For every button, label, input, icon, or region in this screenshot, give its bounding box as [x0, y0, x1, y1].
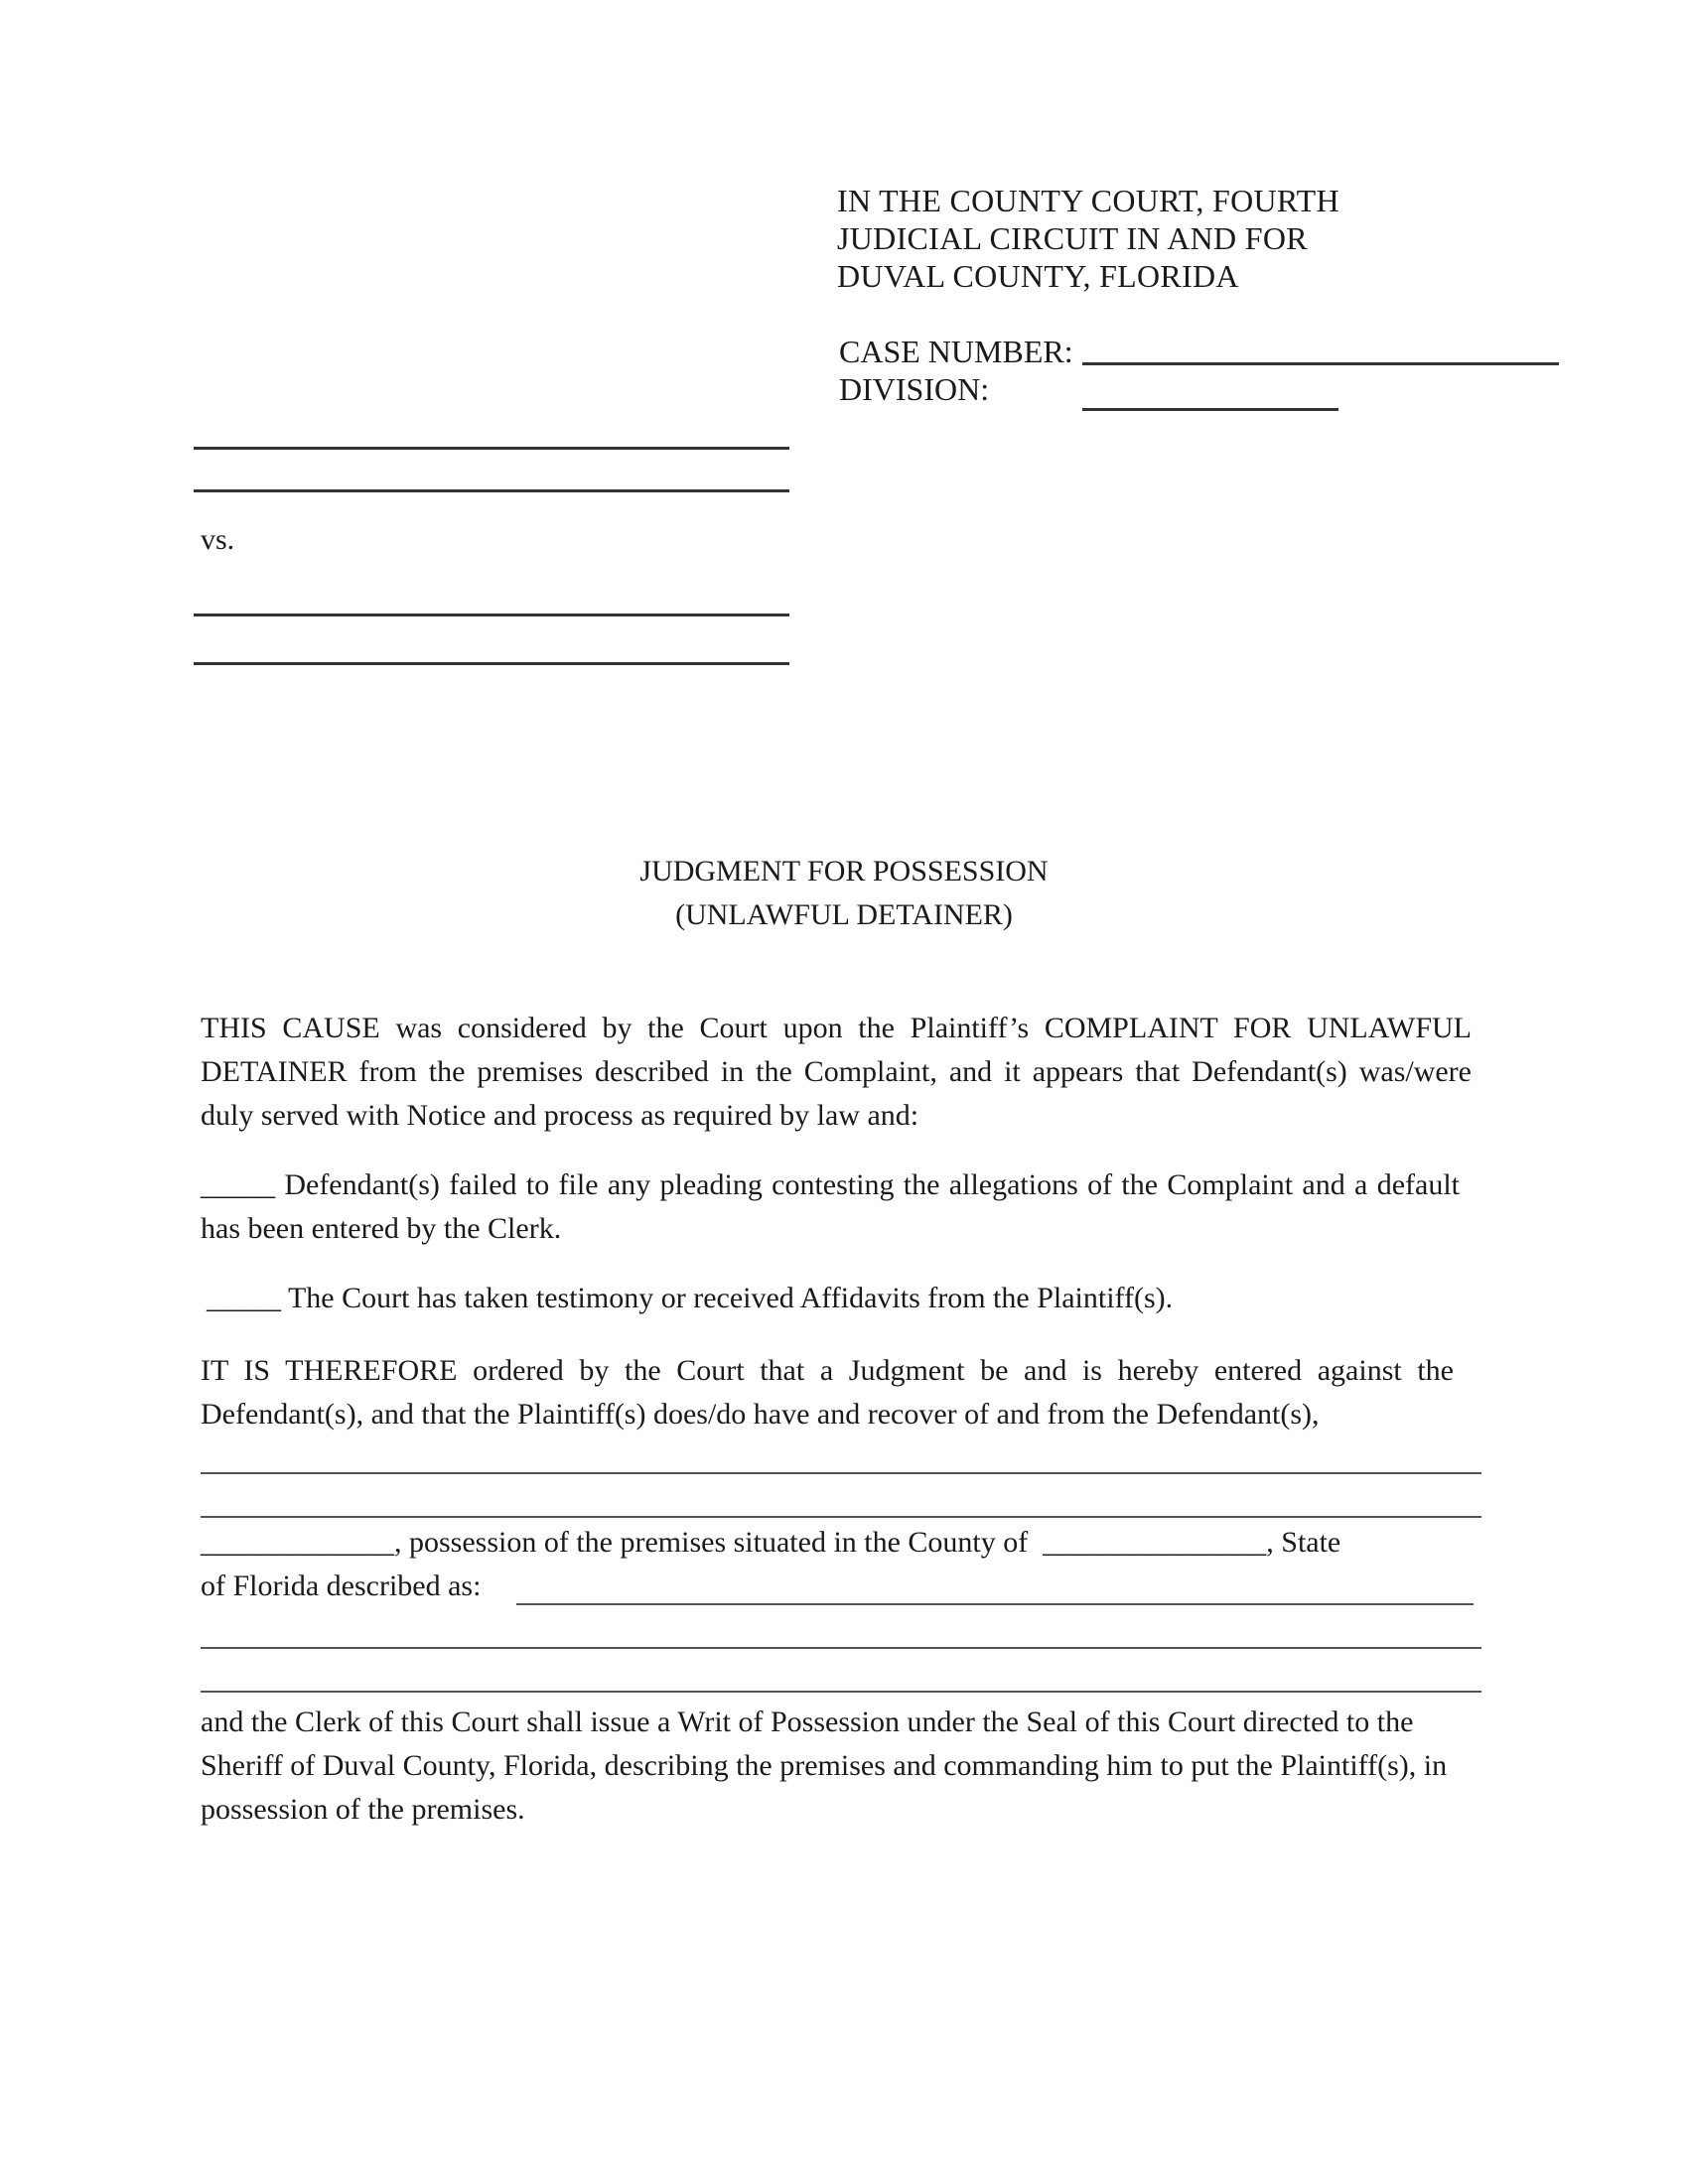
plaintiff-name-line-1[interactable] — [194, 447, 789, 450]
court-name-line-2: JUDICIAL CIRCUIT IN AND FOR — [837, 220, 1308, 256]
closing-paragraph: and the Clerk of this Court shall issue a Writ of Possession under the Seal of this Court directed to the Sheriff of Duval County, Florida, describing the premises and commanding him to put the Plaintiff(s), in possession of the premises. — [201, 1706, 1448, 1826]
division-field[interactable] — [1082, 408, 1338, 411]
document-title: JUDGMENT FOR POSSESSION — [639, 855, 1049, 887]
defendant-name-line-2[interactable] — [194, 662, 789, 665]
case-number-field[interactable] — [1082, 362, 1559, 365]
default-option-paragraph: _____ Defendant(s) failed to file any pleading contesting the allegations of the Complaint and a default has been entered by the Clerk. — [201, 1168, 1460, 1245]
described-as-label: of Florida described as: — [201, 1570, 482, 1602]
premises-description-line-3[interactable] — [201, 1691, 1481, 1693]
possession-line — [201, 1521, 1340, 1565]
versus-label: vs. — [201, 523, 235, 556]
plaintiff-name-line-2[interactable] — [194, 489, 789, 492]
court-name-line-1: IN THE COUNTY COURT, FOURTH — [837, 183, 1339, 218]
document-subtitle: (UNLAWFUL DETAINER) — [675, 898, 1013, 931]
order-paragraph: IT IS THEREFORE ordered by the Court that a Judgment be and is hereby entered against the Defendant(s), and that the Plaintiff(s) does/do have and recover of and from the Defendant(s), — [201, 1354, 1454, 1431]
recovery-line-1[interactable] — [201, 1472, 1481, 1474]
case-number-label: CASE NUMBER: — [839, 334, 1073, 369]
court-name-line-3: DUVAL COUNTY, FLORIDA — [837, 258, 1239, 294]
division-label: DIVISION: — [839, 371, 990, 407]
premises-description-line-1[interactable] — [516, 1603, 1474, 1605]
state-text: , State — [1266, 1526, 1341, 1559]
recovery-line-2[interactable] — [201, 1516, 1481, 1518]
intro-paragraph: THIS CAUSE was considered by the Court upon the Plaintiff’s COMPLAINT FOR UNLAWFUL DETAINER from the premises described in the Complaint, and it appears that Defendant(s) was/were duly served with Notice and process as required by law and: — [201, 1012, 1472, 1132]
premises-description-line-2[interactable] — [201, 1647, 1481, 1649]
possession-text: , possession of the premises situated in the County of — [394, 1526, 1029, 1559]
defendant-name-line-1[interactable] — [194, 614, 789, 616]
county-blank[interactable]: _______________ — [1043, 1526, 1267, 1559]
testimony-option-paragraph: _____ The Court has taken testimony or received Affidavits from the Plaintiff(s). — [207, 1282, 1174, 1314]
possession-blank[interactable]: _____________ — [201, 1526, 394, 1559]
